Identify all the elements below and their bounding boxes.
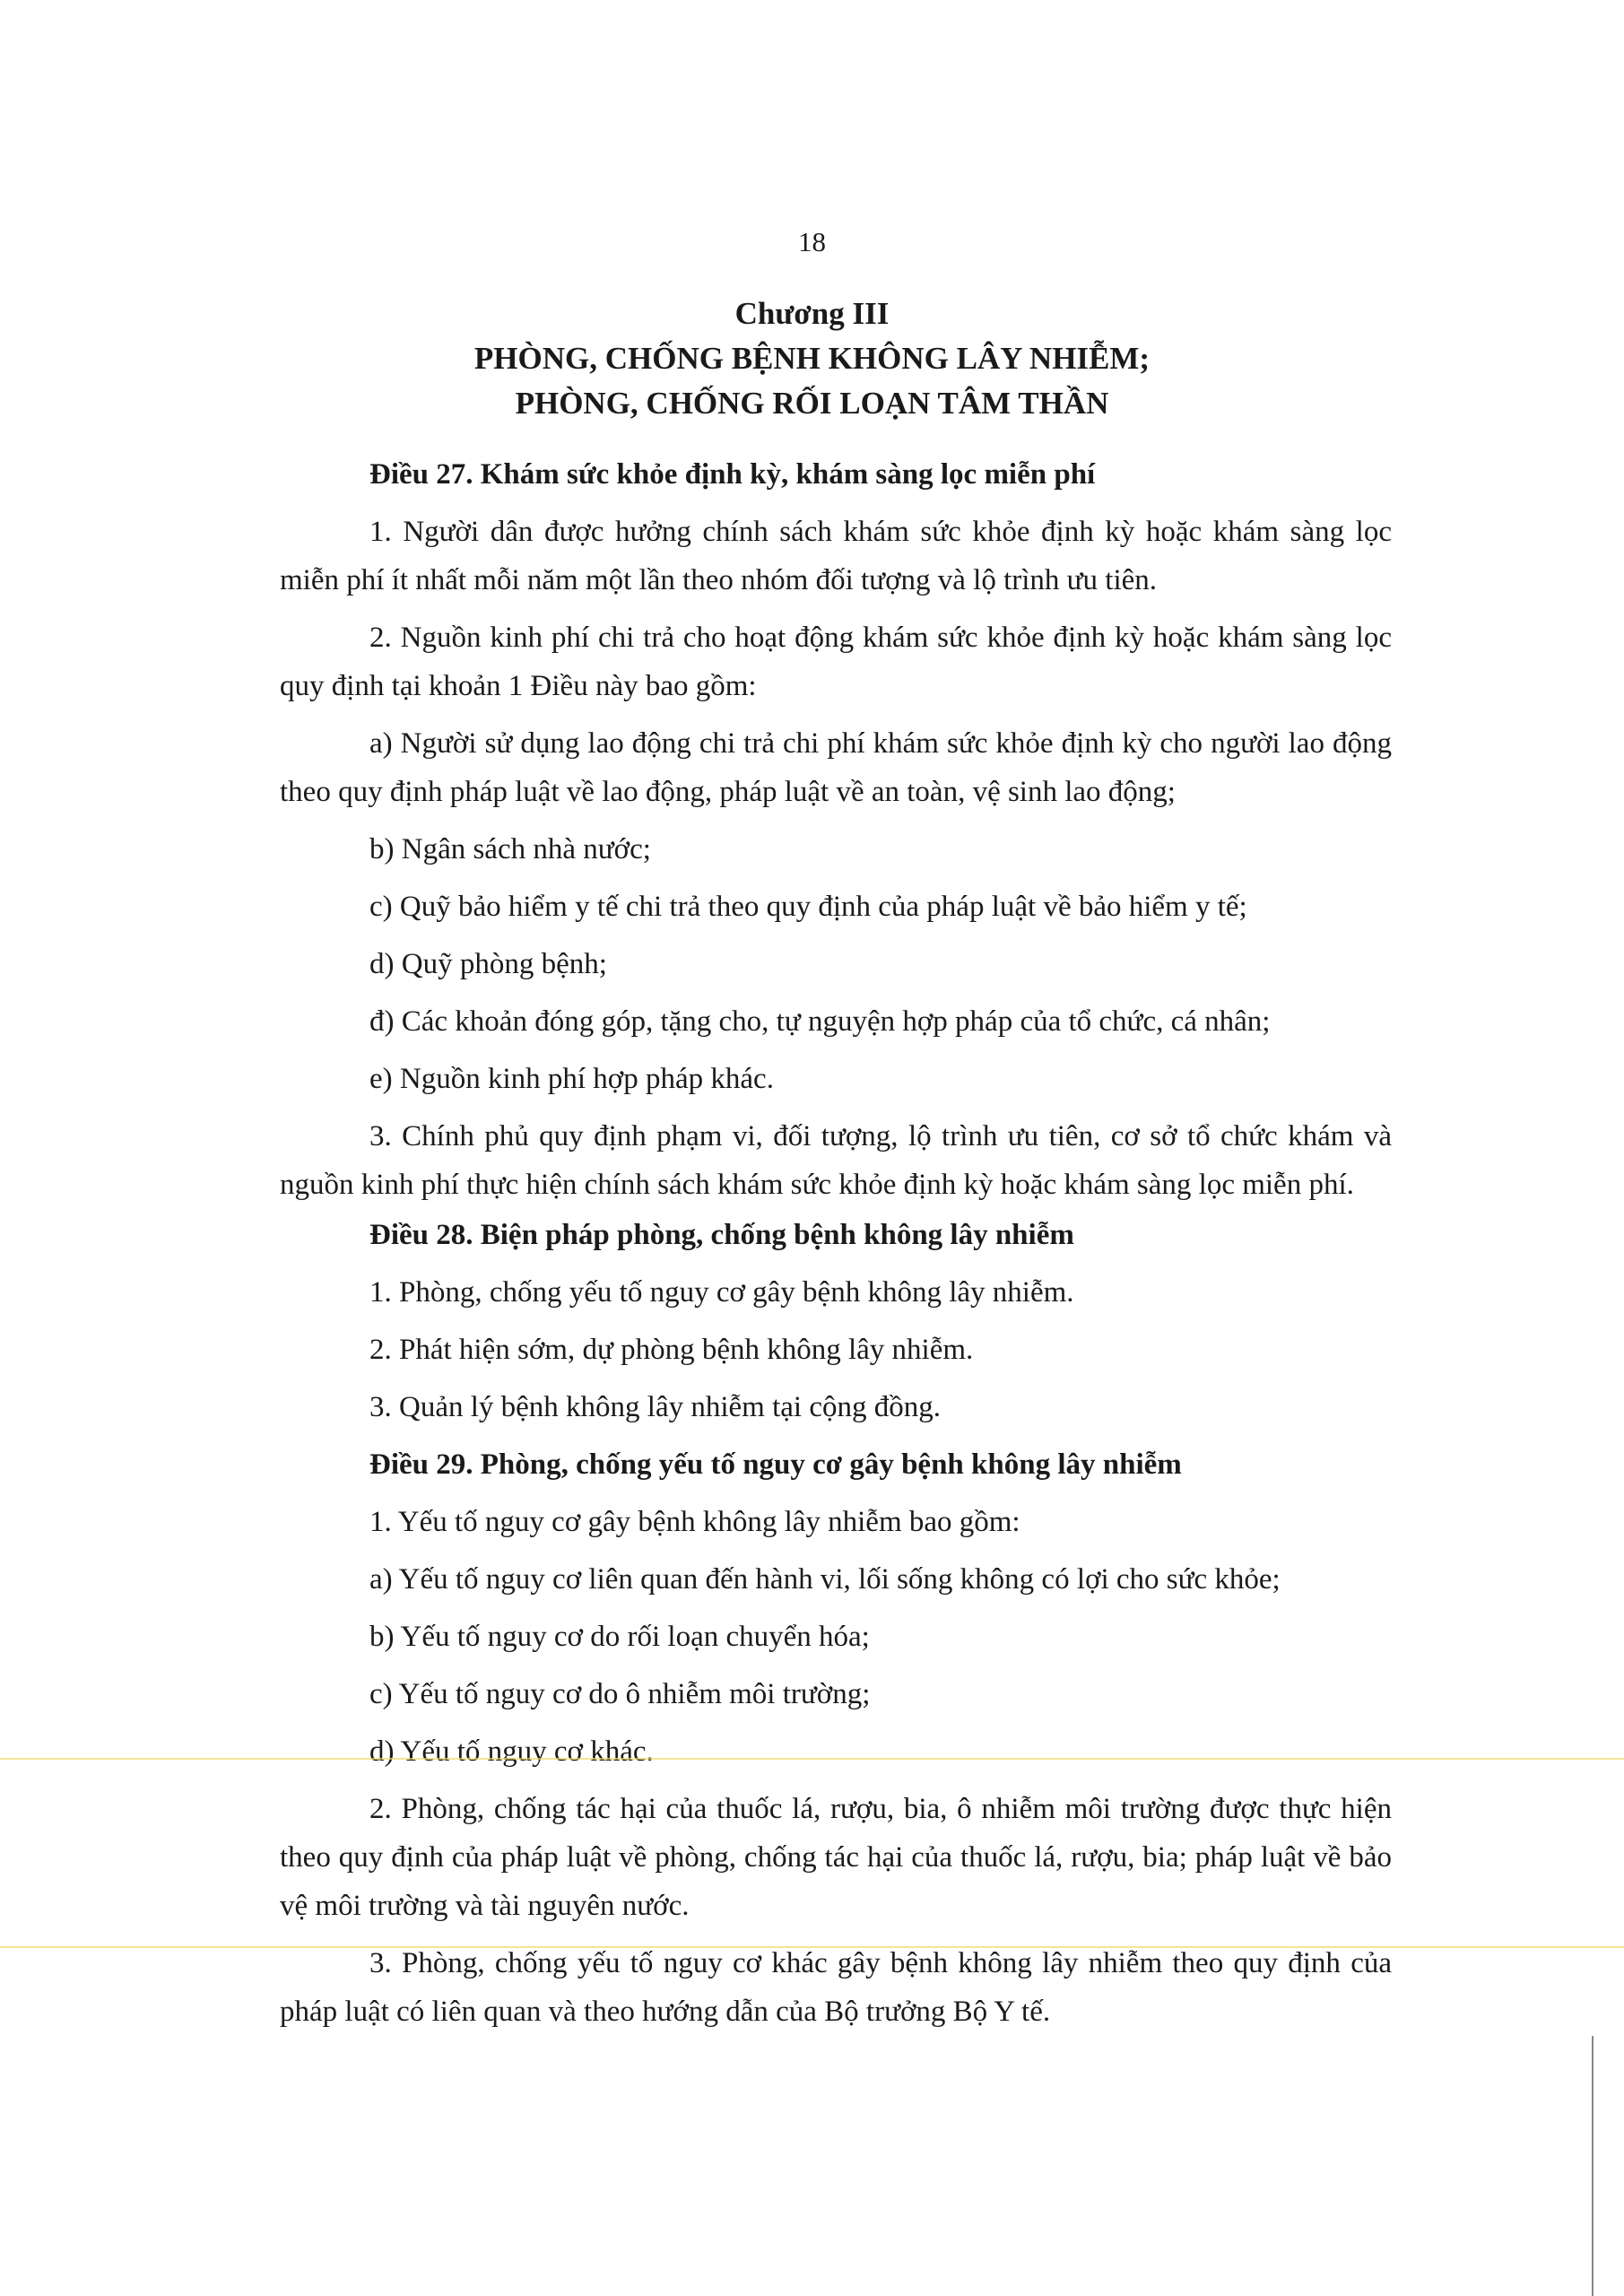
- article-29-clause-1c: c) Yếu tố nguy cơ do ô nhiễm môi trường;: [369, 1678, 871, 1710]
- chapter-title-line-1: PHÒNG, CHỐNG BỆNH KHÔNG LÂY NHIỄM;: [473, 341, 1151, 376]
- article-27-clause-2dd: đ) Các khoản đóng góp, tặng cho, tự nguyện hợp pháp của tổ chức, cá nhân;: [369, 1005, 1271, 1038]
- article-27-clause-2c: c) Quỹ bảo hiểm y tế chi trả theo quy định của pháp luật về bảo hiểm y tế;: [369, 891, 1247, 923]
- article-29-clause-3: 3. Phòng, chống yếu tố nguy cơ khác gây bệnh không lây nhiễm theo quy định của pháp luật có liên quan và theo hướng dẫn của Bộ trưởng Bộ Y tế.: [280, 1947, 1392, 2028]
- scan-highlight-line: [0, 1758, 1624, 1760]
- article-28-clause-2: 2. Phát hiện sớm, dự phòng bệnh không lây nhiễm.: [369, 1334, 974, 1366]
- article-27-clause-2e: e) Nguồn kinh phí hợp pháp khác.: [369, 1063, 774, 1095]
- chapter-title-line-2: PHÒNG, CHỐNG RỐI LOẠN TÂM THẦN: [515, 386, 1109, 421]
- article-27-clause-2a: a) Người sử dụng lao động chi trả chi phí khám sức khỏe định kỳ cho người lao động theo quy định pháp luật về lao động, pháp luật về an toàn, vệ sinh lao động;: [280, 727, 1392, 808]
- article-27-clause-2d: d) Quỹ phòng bệnh;: [369, 948, 607, 980]
- scan-highlight-line: [0, 1946, 1624, 1948]
- article-27-clause-3: 3. Chính phủ quy định phạm vi, đối tượng, lộ trình ưu tiên, cơ sở tổ chức khám và nguồn kinh phí thực hiện chính sách khám sức khỏe định kỳ hoặc khám sàng lọc miễn phí.: [280, 1120, 1392, 1201]
- chapter-number: Chương III: [734, 296, 890, 331]
- page-number: 18: [798, 226, 826, 257]
- article-28-heading: Điều 28. Biện pháp phòng, chống bệnh không lây nhiễm: [369, 1219, 1074, 1251]
- article-29-clause-1: 1. Yếu tố nguy cơ gây bệnh không lây nhiễm bao gồm:: [369, 1506, 1020, 1538]
- chapter-header: [0, 291, 1624, 426]
- article-27: [280, 450, 1392, 1209]
- article-28: [280, 1211, 1392, 1431]
- article-27-clause-2: 2. Nguồn kinh phí chi trả cho hoạt động khám sức khỏe định kỳ hoặc khám sàng lọc quy định tại khoản 1 Điều này bao gồm:: [280, 622, 1392, 702]
- article-29-clause-1b: b) Yếu tố nguy cơ do rối loạn chuyển hóa;: [369, 1621, 870, 1653]
- scan-edge-line: [1592, 2036, 1594, 2296]
- article-27-heading: Điều 27. Khám sức khỏe định kỳ, khám sàng lọc miễn phí: [369, 458, 1096, 491]
- article-28-clause-3: 3. Quản lý bệnh không lây nhiễm tại cộng đồng.: [369, 1391, 941, 1423]
- article-29-heading: Điều 29. Phòng, chống yếu tố nguy cơ gây bệnh không lây nhiễm: [369, 1448, 1182, 1481]
- article-29-clause-1d: d) Yếu tố nguy cơ khác.: [369, 1735, 654, 1768]
- article-27-clause-2b: b) Ngân sách nhà nước;: [369, 833, 651, 865]
- article-29-clause-1a: a) Yếu tố nguy cơ liên quan đến hành vi, lối sống không có lợi cho sức khỏe;: [369, 1563, 1281, 1596]
- document-body: [280, 450, 1392, 2045]
- article-29-clause-2: 2. Phòng, chống tác hại của thuốc lá, rượu, bia, ô nhiễm môi trường được thực hiện theo quy định của pháp luật về phòng, chống tác hại của thuốc lá, rượu, bia; pháp luật về bảo vệ môi trường và tài nguyên nước.: [280, 1793, 1392, 1922]
- article-27-clause-1: 1. Người dân được hưởng chính sách khám sức khỏe định kỳ hoặc khám sàng lọc miễn phí ít nhất mỗi năm một lần theo nhóm đối tượng và lộ trình ưu tiên.: [280, 516, 1392, 596]
- article-28-clause-1: 1. Phòng, chống yếu tố nguy cơ gây bệnh không lây nhiễm.: [369, 1276, 1074, 1309]
